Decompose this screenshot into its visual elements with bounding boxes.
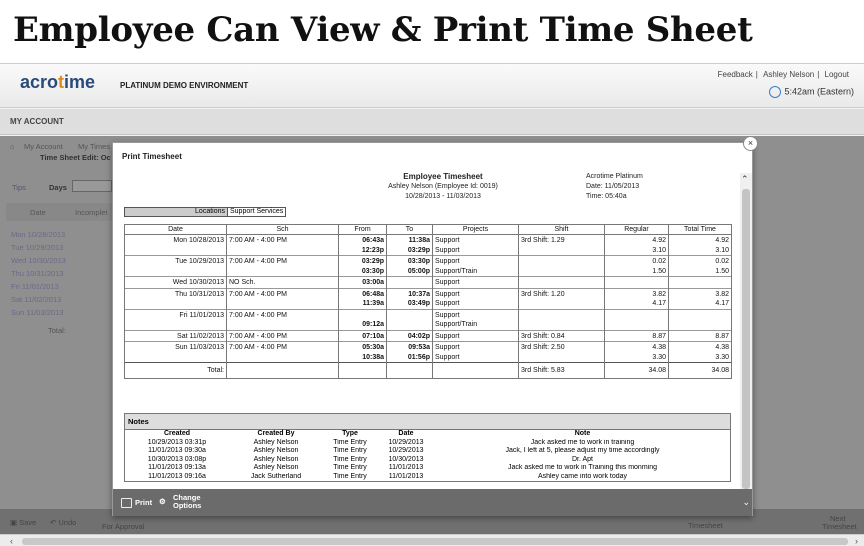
cell-total: 4.17 [669, 299, 732, 309]
tips-link[interactable]: Tips [12, 183, 26, 192]
note-created: 11/01/2013 09:30a [148, 447, 206, 454]
sheet-meta [586, 172, 643, 202]
note-note: Ashley came into work today [537, 472, 628, 480]
total-cell: 34.08 [605, 363, 669, 379]
scroll-left-icon[interactable]: ‹ [10, 536, 13, 546]
cell-sch [227, 246, 339, 256]
cell-project: Support [433, 288, 519, 299]
user-link[interactable]: Ashley Nelson [763, 70, 815, 79]
cell-date: Sun 11/03/2013 [125, 342, 227, 353]
table-row [125, 309, 732, 320]
cell-total: 8.87 [669, 330, 732, 342]
note-by: Ashley Nelson [253, 455, 299, 463]
horizontal-scrollbar[interactable] [0, 534, 864, 546]
cell-shift: 3rd Shift: 1.20 [519, 288, 605, 299]
total-cell: 3rd Shift: 5.83 [519, 363, 605, 379]
cell-shift: 3rd Shift: 1.29 [519, 235, 605, 246]
note-created: 11/01/2013 09:16a [148, 472, 206, 480]
days-select[interactable] [72, 180, 112, 192]
cell-regular [605, 309, 669, 320]
clock-icon [769, 86, 781, 98]
table-row [125, 267, 732, 277]
note-row [125, 456, 730, 465]
cell-total: 3.10 [669, 246, 732, 256]
notes-col-date: Date [398, 430, 414, 437]
cell-regular: 0.02 [605, 256, 669, 267]
cell-shift: 3rd Shift: 0.84 [519, 330, 605, 342]
cell-total: 4.92 [669, 235, 732, 246]
col-projects: Projects [433, 225, 519, 235]
home-icon[interactable]: ⌂ [10, 142, 15, 151]
print-button[interactable]: Print [121, 498, 152, 508]
cell-to: 10:37a [387, 288, 433, 299]
bg-date-row[interactable]: Thu 10/31/2013 [11, 269, 64, 278]
cell-project: Support [433, 256, 519, 267]
note-date: 10/29/2013 [388, 438, 424, 446]
col-incomplete: Incomplet [75, 208, 108, 217]
cell-to: 03:29p [387, 246, 433, 256]
cell-regular: 4.38 [605, 342, 669, 353]
timesheet-button[interactable]: Timesheet [688, 521, 723, 530]
table-row [125, 299, 732, 309]
cell-shift: 3rd Shift: 2.50 [519, 342, 605, 353]
cell-from: 07:10a [339, 330, 387, 342]
note-created: 10/29/2013 03:31p [147, 438, 207, 446]
cell-project: Support/Train [433, 267, 519, 277]
cell-from: 06:48a [339, 288, 387, 299]
employee-name: Ashley Nelson (Employee Id: 0019) [388, 183, 498, 190]
bg-date-row[interactable]: Sat 11/02/2013 [11, 295, 62, 304]
table-row [125, 235, 732, 246]
notes-col-note: Note [574, 430, 591, 437]
bg-date-row[interactable]: Sun 11/03/2013 [11, 308, 64, 317]
notes-section [124, 413, 731, 482]
note-type: Time Entry [333, 447, 367, 454]
cell-regular: 4.92 [605, 235, 669, 246]
note-by: Ashley Nelson [253, 447, 299, 454]
cell-from: 09:12a [339, 320, 387, 330]
cell-project: Support [433, 330, 519, 342]
cell-shift [519, 267, 605, 277]
cell-shift [519, 309, 605, 320]
note-by: Ashley Nelson [253, 438, 299, 446]
col-to: To [387, 225, 433, 235]
note-date: 10/29/2013 [388, 447, 424, 454]
cell-total [669, 309, 732, 320]
cell-date [125, 299, 227, 309]
modal-scrollbar[interactable] [740, 173, 752, 493]
note-type: Time Entry [333, 455, 367, 463]
approval-button[interactable]: For Approval [102, 522, 145, 531]
bg-date-row[interactable]: Fri 11/01/2013 [11, 282, 59, 291]
col-date: Date [125, 225, 227, 235]
cell-total: 1.50 [669, 267, 732, 277]
scroll-right-icon[interactable]: › [855, 536, 858, 546]
cell-project: Support [433, 342, 519, 353]
cell-project: Support [433, 353, 519, 363]
total-cell: Total: [125, 363, 227, 379]
table-row [125, 330, 732, 342]
breadcrumb-my-account[interactable]: My Account [24, 142, 63, 151]
cell-shift [519, 256, 605, 267]
feedback-link[interactable]: Feedback [717, 70, 753, 79]
cell-sch [227, 267, 339, 277]
notes-title: Notes [125, 414, 730, 430]
notes-col-created: Created [163, 430, 191, 437]
change-options-button[interactable]: ⚙ Change Options [159, 493, 202, 510]
cell-sch: 7:00 AM - 4:00 PM [227, 309, 339, 320]
modal-title: Print Timesheet [122, 152, 182, 161]
cell-project: Support [433, 235, 519, 246]
next-button[interactable]: Next [830, 514, 846, 523]
cell-total [669, 277, 732, 289]
cell-to: 03:30p [387, 256, 433, 267]
cell-total: 4.38 [669, 342, 732, 353]
total-cell: 34.08 [669, 363, 732, 379]
cell-shift [519, 353, 605, 363]
acrotime-logo[interactable]: acrotime [20, 72, 96, 92]
cell-regular [605, 277, 669, 289]
cell-sch: 7:00 AM - 4:00 PM [227, 342, 339, 353]
bg-total: Total: [48, 326, 66, 335]
note-date: 10/30/2013 [388, 455, 424, 463]
table-row [125, 277, 732, 289]
cell-sch: 7:00 AM - 4:00 PM [227, 330, 339, 342]
col-sch: Sch [227, 225, 339, 235]
note-row [125, 473, 730, 482]
table-row [125, 246, 732, 256]
environment-label: PLATINUM DEMO ENVIRONMENT [120, 81, 249, 90]
table-row [125, 342, 732, 353]
cell-regular: 3.10 [605, 246, 669, 256]
cell-to: 05:00p [387, 267, 433, 277]
bg-date-row[interactable]: Mon 10/28/2013 [11, 230, 66, 239]
cell-shift [519, 246, 605, 256]
total-cell [433, 363, 519, 379]
cell-total: 3.82 [669, 288, 732, 299]
note-by: Ashley Nelson [253, 464, 299, 471]
sheet-title: Employee Timesheet [403, 172, 483, 181]
total-cell [227, 363, 339, 379]
table-row [125, 320, 732, 330]
cell-total: 3.30 [669, 353, 732, 363]
cell-shift [519, 299, 605, 309]
cell-sch [227, 353, 339, 363]
cell-regular [605, 320, 669, 330]
col-from: From [339, 225, 387, 235]
cell-from: 12:23p [339, 246, 387, 256]
bg-date-row[interactable]: Tue 10/29/2013 [11, 243, 64, 252]
clock: 5:42am (Eastern) [769, 86, 854, 98]
total-cell [387, 363, 433, 379]
cell-shift [519, 320, 605, 330]
cell-from: 03:00a [339, 277, 387, 289]
breadcrumb-my-times[interactable]: My Times [78, 142, 111, 151]
print-date: Date: 11/05/2013 [586, 183, 640, 190]
col-date: Date [30, 208, 46, 217]
cell-regular: 4.17 [605, 299, 669, 309]
modal-footer [113, 489, 752, 516]
cell-from: 05:30a [339, 342, 387, 353]
cell-to: 11:38a [387, 235, 433, 246]
note-type: Time Entry [333, 438, 367, 446]
cell-from [339, 309, 387, 320]
cell-sch: 7:00 AM - 4:00 PM [227, 288, 339, 299]
table-row [125, 256, 732, 267]
printer-icon [121, 498, 132, 508]
cell-to: 09:53a [387, 342, 433, 353]
notes-col-created-by: Created By [257, 430, 295, 437]
cell-from: 10:38a [339, 353, 387, 363]
cell-sch [227, 299, 339, 309]
note-created: 10/30/2013 03:08p [147, 455, 207, 463]
cell-project: Support [433, 246, 519, 256]
note-note: Jack asked me to work in Training this monming [507, 464, 657, 471]
table-row [125, 288, 732, 299]
my-account-header: MY ACCOUNT [0, 109, 864, 135]
cell-date [125, 246, 227, 256]
table-header-row [125, 225, 732, 235]
cell-regular: 1.50 [605, 267, 669, 277]
cell-project: Support [433, 309, 519, 320]
logout-link[interactable]: Logout [824, 70, 849, 79]
note-note: Dr. Apt [571, 455, 593, 463]
next-timesheet-label[interactable]: Timesheet [822, 522, 857, 531]
days-label: Days [49, 183, 67, 192]
cell-to [387, 320, 433, 330]
sheet-header [353, 172, 533, 202]
cell-date: Sat 11/02/2013 [125, 330, 227, 342]
slide-title: Employee Can View & Print Time Sheet [13, 10, 753, 50]
note-row [125, 464, 730, 473]
cell-date: Mon 10/28/2013 [125, 235, 227, 246]
col-total-time: Total Time [669, 225, 732, 235]
cell-regular: 3.82 [605, 288, 669, 299]
cell-regular: 3.30 [605, 353, 669, 363]
cell-sch: NO Sch. [227, 277, 339, 289]
cell-sch [227, 320, 339, 330]
cell-from: 11:39a [339, 299, 387, 309]
notes-header-row [125, 430, 730, 439]
cell-date [125, 267, 227, 277]
close-icon[interactable]: × [743, 136, 758, 151]
locations-value: Support Services [230, 208, 284, 215]
cell-total [669, 320, 732, 330]
total-row [125, 363, 732, 379]
scroll-up-icon[interactable]: ⌃ [741, 174, 749, 184]
cell-from: 03:30p [339, 267, 387, 277]
cell-project: Support/Train [433, 320, 519, 330]
note-date: 11/01/2013 [388, 464, 424, 471]
locations-label: Locations [125, 208, 228, 216]
cell-sch: 7:00 AM - 4:00 PM [227, 235, 339, 246]
cell-regular: 8.87 [605, 330, 669, 342]
note-created: 11/01/2013 09:13a [148, 464, 206, 471]
modal-scroll-thumb[interactable] [742, 189, 750, 489]
cell-date: Tue 10/29/2013 [125, 256, 227, 267]
cell-total: 0.02 [669, 256, 732, 267]
print-time: Time: 05:40a [586, 193, 627, 200]
note-by: Jack Sutherland [250, 472, 302, 480]
save-button[interactable]: ▣ Save [10, 518, 37, 527]
cell-to: 03:49p [387, 299, 433, 309]
gear-icon: ⚙ [159, 497, 166, 506]
undo-button[interactable]: ↶ Undo [50, 518, 77, 527]
timesheet-document [113, 167, 741, 489]
notes-col-type: Type [342, 430, 358, 437]
scroll-thumb[interactable] [22, 538, 848, 545]
cell-to: 01:56p [387, 353, 433, 363]
period: 10/28/2013 - 11/03/2013 [405, 193, 481, 200]
company-name: Acrotime Platinum [586, 173, 643, 180]
col-shift: Shift [519, 225, 605, 235]
cell-project: Support [433, 299, 519, 309]
note-type: Time Entry [333, 464, 367, 471]
cell-from: 06:43a [339, 235, 387, 246]
timesheet-table [124, 224, 732, 379]
cell-shift [519, 277, 605, 289]
chevron-down-icon[interactable]: ⌄ [742, 497, 750, 507]
note-row [125, 439, 730, 448]
cell-date: Wed 10/30/2013 [125, 277, 227, 289]
notes-table [125, 430, 730, 481]
cell-sch: 7:00 AM - 4:00 PM [227, 256, 339, 267]
cell-project: Support [433, 277, 519, 289]
cell-date [125, 320, 227, 330]
col-regular: Regular [605, 225, 669, 235]
cell-to: 04:02p [387, 330, 433, 342]
print-timesheet-modal [112, 138, 754, 516]
cell-to [387, 277, 433, 289]
table-row [125, 353, 732, 363]
top-bar [0, 64, 864, 108]
locations-box [124, 207, 286, 217]
note-date: 11/01/2013 [388, 472, 424, 480]
note-row [125, 447, 730, 456]
note-note: Jack asked me to work in training [530, 438, 635, 446]
top-links: Feedback | Ashley Nelson | Logout [717, 70, 849, 79]
note-note: Jack, I left at 5, please adjust my time accordingly [505, 447, 660, 454]
cell-date [125, 353, 227, 363]
note-type: Time Entry [333, 472, 367, 480]
cell-date: Thu 10/31/2013 [125, 288, 227, 299]
cell-from: 03:29p [339, 256, 387, 267]
page-label: Time Sheet Edit: Oc [40, 153, 111, 162]
total-cell [339, 363, 387, 379]
cell-to [387, 309, 433, 320]
cell-date: Fri 11/01/2013 [125, 309, 227, 320]
bg-date-row[interactable]: Wed 10/30/2013 [11, 256, 66, 265]
